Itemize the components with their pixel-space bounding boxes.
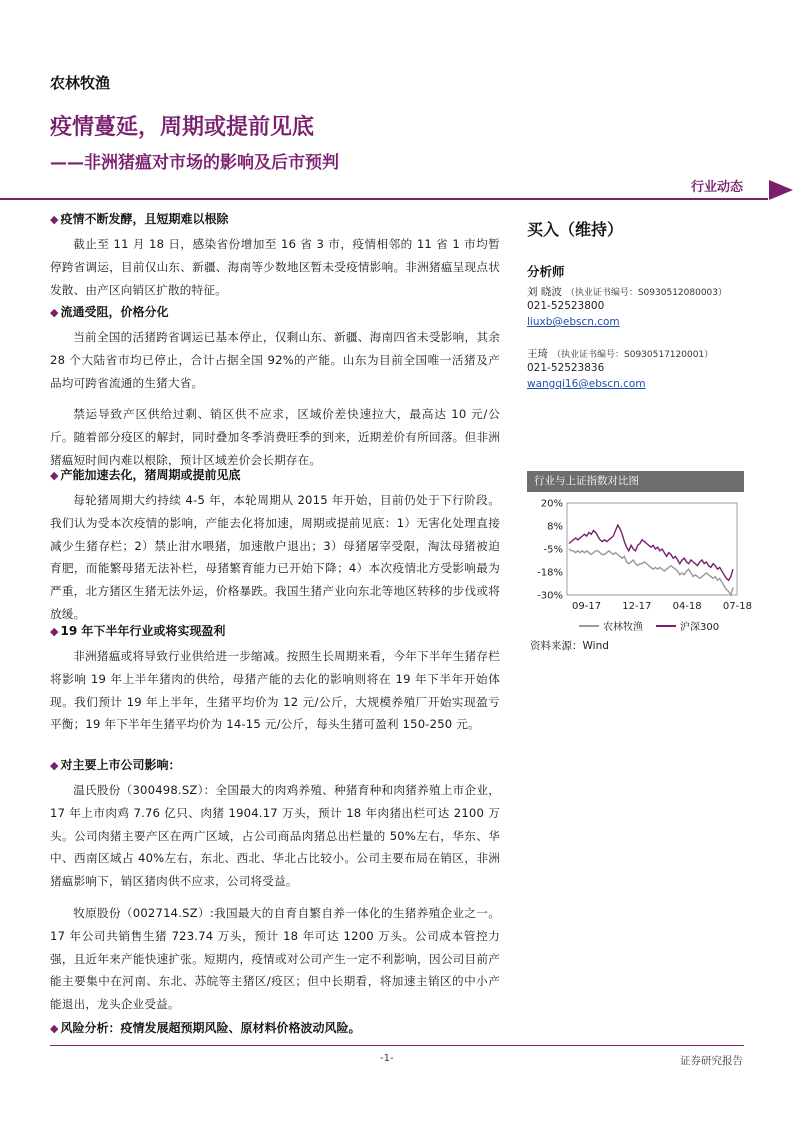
rating-label: 买入（维持） bbox=[527, 220, 624, 239]
section-circulation bbox=[50, 303, 500, 472]
section-heading: ◆ 对主要上市公司影响： bbox=[50, 758, 181, 772]
y-tick-label: 8% bbox=[547, 521, 563, 533]
analyst-1 bbox=[527, 284, 727, 332]
chevron-right-icon bbox=[769, 180, 793, 200]
analyst-name: 刘 晓波 bbox=[527, 286, 562, 298]
page-number: -1- bbox=[380, 1053, 394, 1064]
y-tick-label: -18% bbox=[537, 567, 563, 579]
sector-label: 农林牧渔 bbox=[50, 74, 111, 92]
analyst-email-link[interactable]: liuxb@ebscn.com bbox=[527, 316, 620, 328]
diamond-bullet-icon: ◆ bbox=[50, 213, 59, 226]
paragraph: 截止至 11 月 18 日，感染省份增加至 16 省 3 市，疫情相邻的 11 省 1 市均暂停跨省调运，目前仅山东、新疆、海南等少数地区暂未受疫情影响。非洲猪瘟呈现点状发散、由产区向销区扩散的特征。 bbox=[50, 237, 500, 297]
comparison-chart bbox=[527, 495, 752, 637]
x-tick-label: 12-17 bbox=[622, 601, 652, 612]
analyst-cert: （执业证书编号：S0930517120001） bbox=[552, 350, 714, 360]
chart-source: 资料来源：Wind bbox=[530, 640, 609, 652]
y-tick-label: 20% bbox=[540, 498, 563, 510]
section-heading: ◆ 风险分析：疫情发展超预期风险、原材料价格波动风险。 bbox=[50, 1021, 361, 1035]
analyst-phone: 021-52523836 bbox=[527, 362, 605, 374]
analyst-2 bbox=[527, 346, 713, 394]
section-heading: ◆ 产能加速去化，猪周期或提前见底 bbox=[50, 468, 241, 482]
chart-title: 行业与上证指数对比图 bbox=[527, 471, 744, 492]
report-subtitle: ——非洲猪瘟对市场的影响及后市预判 bbox=[50, 153, 339, 173]
y-tick-label: -5% bbox=[543, 544, 563, 556]
section-heading: ◆ 19 年下半年行业或将实现盈利 bbox=[50, 624, 226, 638]
diamond-bullet-icon: ◆ bbox=[50, 469, 59, 482]
section-epidemic bbox=[50, 210, 500, 301]
header-divider bbox=[0, 198, 768, 200]
analyst-email-link[interactable]: wangqi16@ebscn.com bbox=[527, 378, 646, 390]
section-capacity bbox=[50, 466, 500, 626]
diamond-bullet-icon: ◆ bbox=[50, 1022, 59, 1035]
legend-label-hs300: 沪深300 bbox=[680, 622, 720, 633]
analyst-cert: （执业证书编号：S0930512080003） bbox=[565, 288, 727, 298]
diamond-bullet-icon: ◆ bbox=[50, 625, 59, 638]
paragraph: 牧原股份（002714.SZ）:我国最大的自育自繁自养一体化的生猪养殖企业之一。17 年公司共销售生猪 723.74 万头，预计 18 年可达 1200 万头。公司成本管控力强，且近年来产能快速扩张。短期内，疫情或对公司产生一定不利影响，因公司目前产能主要集中在河南、东北、苏皖等主猪区/疫区；但中长期看，将加速主销区的中小产能退出，龙头企业受益。 bbox=[50, 905, 500, 1012]
analyst-heading: 分析师 bbox=[527, 264, 565, 279]
paragraph: 温氏股份（300498.SZ）：全国最大的肉鸡养殖、种猪育种和肉猪养殖上市企业，17 年上市肉鸡 7.76 亿只、肉猪 1904.17 万头，预计 18 年肉猪出栏可达 2100 万头。公司肉猪主要产区在两广区域，占公司商品肉猪总出栏量的 50%左右，华东、华中、西南区域占 40%左右，东北、西北、华北占比较小。公司主要布局在销区，非洲猪瘟影响下，销区猪肉供不应求，公司将受益。 bbox=[50, 783, 500, 889]
doc-type-label: 行业动态 bbox=[690, 180, 743, 195]
footer-label: 证券研究报告 bbox=[680, 1055, 743, 1067]
x-tick-label: 04-18 bbox=[672, 601, 702, 612]
section-companies bbox=[50, 756, 500, 1016]
x-tick-label: 09-17 bbox=[572, 601, 602, 612]
series-line-agri bbox=[569, 549, 733, 595]
section-profit bbox=[50, 622, 500, 736]
diamond-bullet-icon: ◆ bbox=[50, 306, 59, 319]
legend-label-agri: 农林牧渔 bbox=[603, 622, 643, 633]
y-tick-label: -30% bbox=[537, 590, 563, 602]
plot-frame bbox=[567, 503, 737, 595]
x-tick-label: 07-18 bbox=[722, 601, 752, 612]
report-title: 疫情蔓延，周期或提前见底 bbox=[50, 115, 315, 140]
footer-divider bbox=[50, 1045, 744, 1046]
diamond-bullet-icon: ◆ bbox=[50, 759, 59, 772]
analyst-name: 王琦 bbox=[527, 348, 548, 360]
analyst-phone: 021-52523800 bbox=[527, 300, 605, 312]
section-risk bbox=[50, 1019, 500, 1037]
paragraph: 非洲猪瘟或将导致行业供给进一步缩减。按照生长周期来看，今年下半年生猪存栏将影响 19 年上半年猪肉的供给，母猪产能的去化的影响则将在 19 年下半年开始体现。我们预计 19 年上半年，生猪平均价为 12 元/公斤，大规模养殖厂开始实现盈亏平衡；19 年下半年生猪平均价为 14-15 元/公斤，每头生猪可盈利 150-250 元。 bbox=[50, 649, 500, 732]
section-heading: ◆ 流通受阻，价格分化 bbox=[50, 305, 169, 319]
paragraph: 当前全国的活猪跨省调运已基本停止，仅剩山东、新疆、海南四省未受影响，其余 28 个大陆省市均已停止，合计占据全国 92%的产能。山东为目前全国唯一活猪及产品均可跨省流通的生猪大省。 bbox=[50, 330, 500, 390]
paragraph: 禁运导致产区供给过剩、销区供不应求，区域价差快速拉大，最高达 10 元/公斤。随着部分疫区的解封，同时叠加冬季消费旺季的到来，近期差价有所回落。但非洲猪瘟短时间内难以根除，预计区域差价会长期存在。 bbox=[50, 407, 500, 467]
paragraph: 每轮猪周期大约持续 4-5 年，本轮周期从 2015 年开始，目前仍处于下行阶段。我们认为受本次疫情的影响，产能去化将加速，周期或提前见底：1）无害化处理直接减少生猪存栏；2）禁止泔水喂猪，加速散户退出；3）母猪屠宰受限，淘汰母猪被迫育肥，而能繁母猪无法补栏，母猪繁育能力已开始下降；4）本次疫情北方受影响最为严重，北方猪区生猪无法外运，价格暴跌。我国生猪产业向东北等地区转移的步伐或将放缓。 bbox=[50, 493, 500, 621]
section-heading: ◆ 疫情不断发酵，且短期难以根除 bbox=[50, 212, 229, 226]
